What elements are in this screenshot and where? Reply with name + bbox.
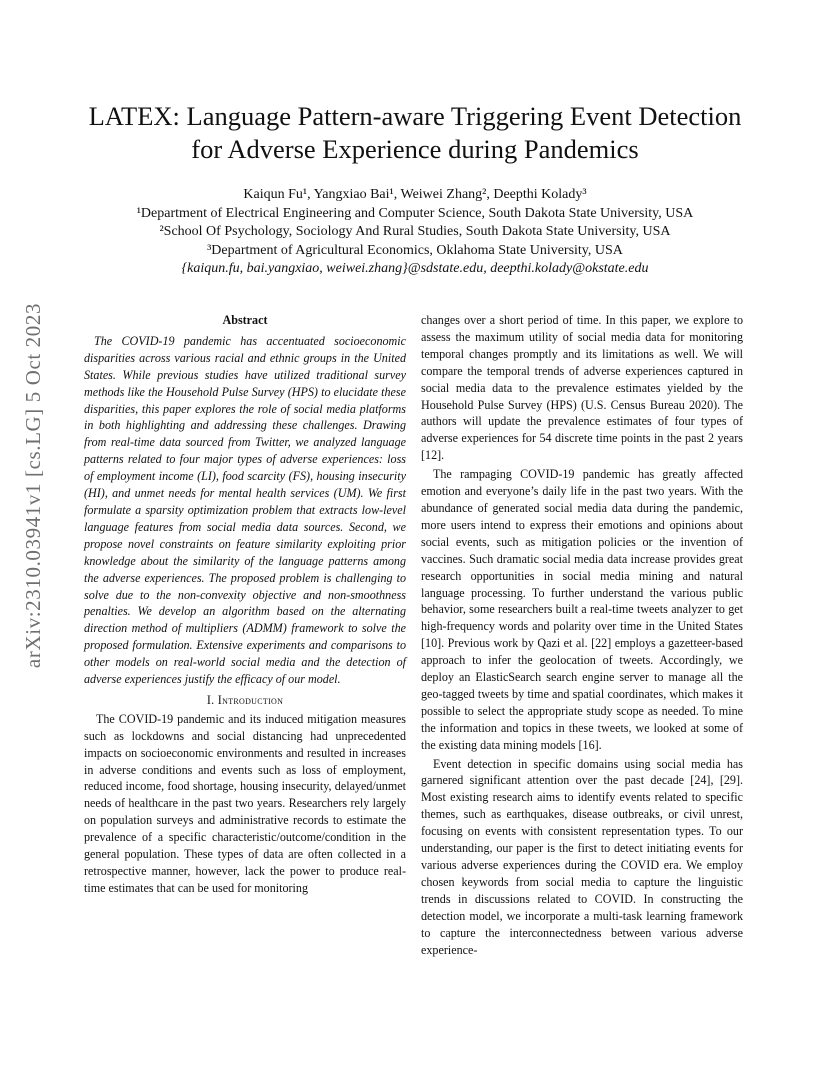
abstract-text: The COVID-19 pandemic has accentuated socioeconomic disparities across various racial and ethnic groups in the United States. While previous studies have utilized traditional survey methods like the Household Pulse Survey (HPS) to elucidate these disparities, this paper explores the role of social media platforms in both highlighting and addressing these challenges. Drawing from real-time data sourced from Twitter, we analyzed language patterns related to four major types of adverse experiences: loss of employment income (LI), food scarcity (FS), housing insecurity (HI), and unmet needs for mental health services (UM). We first formulate a sparsity optimization problem that extracts low-level language features from social media data sources. Second, we propose novel constraints on feature similarity exploiting prior knowledge about the similarity of the language patterns among the adverse experiences. The proposed problem is challenging to solve due to the non-convexity objective and non-smoothness penalties. We develop an algorithm based on the alternating direction method of multipliers (ADMM) framework to solve the proposed formulation. Extensive experiments and comparisons to other models on real-world social media and the detection of adverse experiences justify the efficacy of our model. <box>84 333 406 687</box>
right-column <box>421 312 743 958</box>
paper-title <box>70 100 760 166</box>
intro-paragraph-3: Event detection in specific domains using social media has garnered significant attention over the past decade [24], [29]. Most existing research aims to identify events related to specific themes, such as earthquakes, disease outbreaks, or civil unrest, focusing on events with consistent representation types. To our understanding, our paper is the first to detect initiating events for various adverse experiences during the COVID era. We employ chosen keywords from social media to capture the linguistic trends in discussions related to COVID. In constructing the detection model, we incorporate a multi-task learning framework to capture the interconnectedness between various adverse experience- <box>421 756 743 957</box>
intro-paragraph-2: The rampaging COVID-19 pandemic has greatly affected emotion and everyone’s daily life in the past two years. With the abundance of generated social media data during the pandemic, more users intend to express their emotions and opinions about social events, such as mitigation policies or the invention of vaccines. Such dramatic social media data increase provides great research opportunities in social media mining and natural language processing. To further understand the various public behavior, some researchers built a real-time tweets analyzer to get high-frequency words and polarity over time in the United States [10]. Previous work by Qazi et al. [22] employs a gazetteer-based approach to infer the geolocation of tweets. Accordingly, we deploy an ElasticSearch search engine server to manage all the geo-tagged tweets by time and spatial coordinates, which makes it possible to select the appropriate study scope as needed. To mine the information and topics in these tweets, we looked at some of the existing data mining models [16]. <box>421 467 743 752</box>
author-names: Kaiqun Fu¹, Yangxiao Bai¹, Weiwei Zhang², Deepthi Kolady³ <box>243 187 587 202</box>
author-block <box>60 186 770 279</box>
intro-paragraph-continued: changes over a short period of time. In this paper, we explore to assess the maximum utility of social media data for monitoring temporal changes promptly and its limitations as well. We will compare the temporal trends of adverse experiences captured in social media data to the prevalence estimates yielded by the Household Pulse Survey (HPS) (U.S. Census Bureau 2020). The authors will update the prevalence estimates of four types of adverse experiences for 54 discrete time points in the past 2 years [12]. <box>421 313 743 463</box>
title-line-1: LATEX: Language Pattern-aware Triggering Event Detection <box>88 101 742 131</box>
intro-paragraph-1: The COVID-19 pandemic and its induced mitigation measures such as lockdowns and social distancing had unprecedented impacts on socioeconomic environments and resulted in increases in adverse conditions and events such as loss of employment, reduced income, food shortage, housing insecurity, delayed/unmet needs of healthcare in the past two years. Researchers rely largely on population surveys and administrative records to estimate the prevalence of a specific characteristic/outcome/condition in the general population. These types of data are often collected in a retrospective manner, however, lack the power to produce real-time estimates that can be used for monitoring <box>84 711 406 895</box>
abstract-heading: Abstract <box>222 313 268 327</box>
arxiv-identifier: arXiv:2310.03941v1 [cs.LG] 5 Oct 2023 <box>21 302 46 668</box>
section-heading-introduction: I. Introduction <box>206 692 284 707</box>
left-column <box>84 312 406 897</box>
affiliation-1: ¹Department of Electrical Engineering and Computer Science, South Dakota State University, USA <box>136 205 694 221</box>
affiliation-2: ²School Of Psychology, Sociology And Rural Studies, South Dakota State University, USA <box>159 224 671 239</box>
affiliation-3: ³Department of Agricultural Economics, Oklahoma State University, USA <box>207 242 623 258</box>
arxiv-sidebar-stamp <box>20 296 48 674</box>
title-line-2: for Adverse Experience during Pandemics <box>191 134 639 164</box>
author-emails: {kaiqun.fu, bai.yangxiao, weiwei.zhang}@sdstate.edu, deepthi.kolady@okstate.edu <box>181 261 649 276</box>
